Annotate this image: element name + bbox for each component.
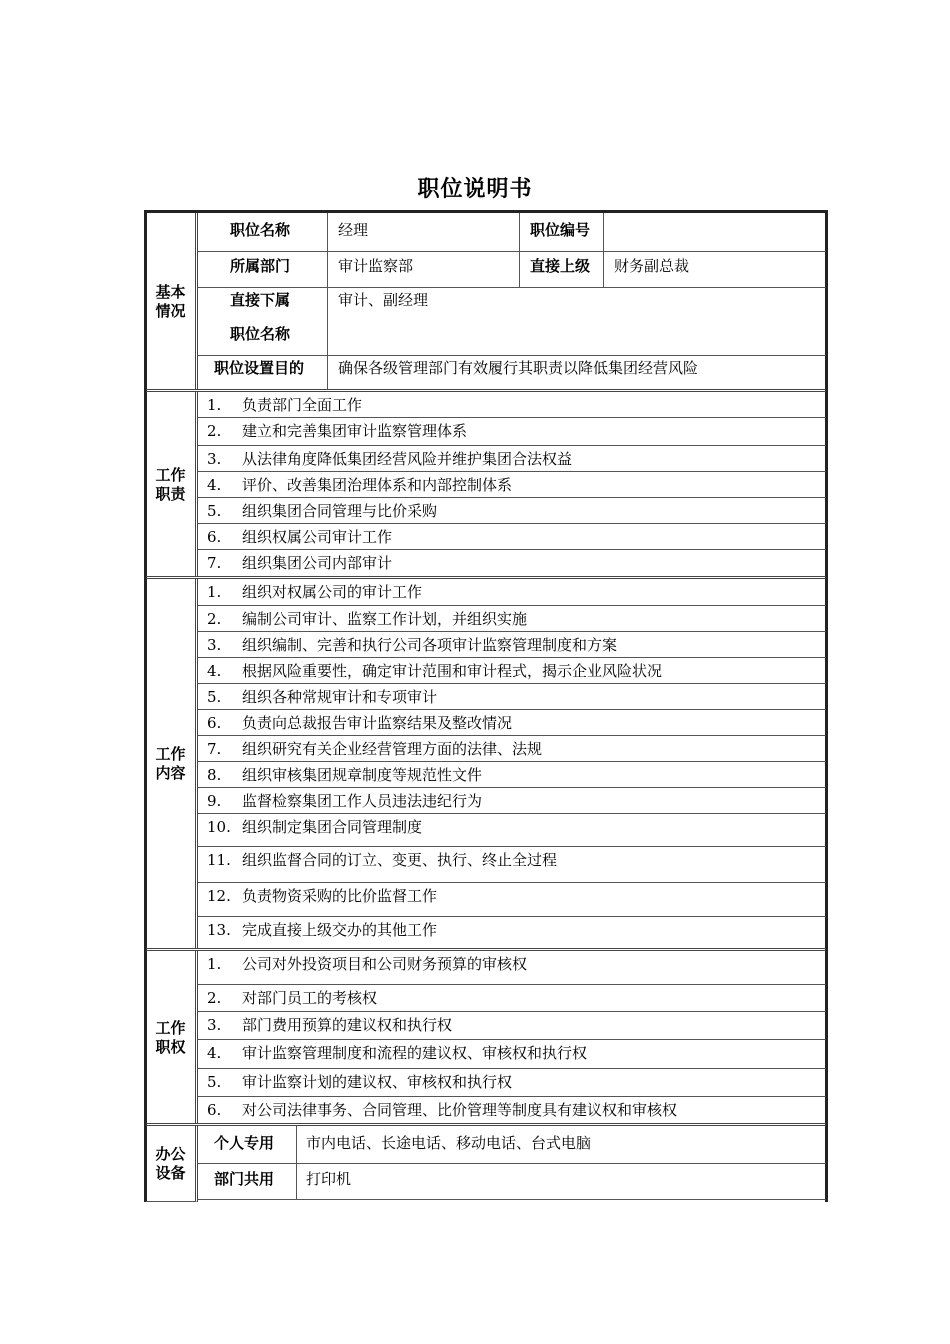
list-item-number: 2.	[207, 610, 222, 628]
section-label-contents	[146, 579, 198, 949]
list-item: 组织对权属公司的审计工作	[242, 583, 423, 601]
job-code-label: 职位编号	[530, 221, 591, 239]
personal-equipment-label: 个人专用	[214, 1134, 275, 1152]
section-label-line: 设备	[155, 1163, 186, 1182]
section-label-line: 职权	[155, 1037, 186, 1056]
col-divider	[603, 213, 604, 287]
subordinate-label: 职位名称	[230, 325, 291, 343]
row-divider	[198, 1039, 826, 1040]
row-divider	[198, 1199, 826, 1200]
list-item: 负责物资采购的比价监督工作	[242, 887, 438, 905]
row-divider	[198, 657, 826, 658]
row-divider	[198, 471, 826, 472]
section-label-line: 办公	[155, 1144, 186, 1163]
row-divider	[198, 709, 826, 710]
subordinate-value: 审计、副经理	[338, 291, 429, 309]
col-divider	[327, 213, 328, 390]
list-item: 根据风险重要性，确定审计范围和审计程式，揭示企业风险状况	[242, 662, 663, 680]
section-divider	[146, 576, 826, 579]
list-item: 组织研究有关企业经营管理方面的法律、法规	[242, 740, 543, 758]
job-name-label: 职位名称	[230, 221, 291, 239]
row-divider	[198, 1068, 826, 1069]
row-divider	[198, 683, 826, 684]
row-divider	[198, 251, 826, 252]
row-divider	[198, 445, 826, 446]
row-divider	[198, 549, 826, 550]
row-divider	[198, 735, 826, 736]
list-item-number: 1.	[207, 955, 222, 973]
section-label-line: 情况	[155, 301, 186, 320]
list-item-number: 11.	[207, 851, 231, 869]
row-divider	[198, 1096, 826, 1097]
list-item-number: 4.	[207, 1044, 222, 1062]
list-item: 监督检察集团工作人员违法违纪行为	[242, 792, 483, 810]
list-item: 组织各种常规审计和专项审计	[242, 688, 438, 706]
list-item-number: 4.	[207, 662, 222, 680]
list-item: 审计监察管理制度和流程的建议权、审核权和执行权	[242, 1044, 588, 1062]
list-item: 组织权属公司审计工作	[242, 528, 393, 546]
list-item-number: 5.	[207, 502, 222, 520]
list-item: 组织制定集团合同管理制度	[242, 818, 423, 836]
subordinate-label: 直接下属	[230, 291, 291, 309]
section-label-authority	[146, 951, 198, 1124]
dept-value: 审计监察部	[338, 257, 414, 275]
list-item-number: 2.	[207, 989, 222, 1007]
list-item-number: 10.	[207, 818, 231, 836]
row-divider	[198, 984, 826, 985]
list-item-number: 9.	[207, 792, 222, 810]
section-divider	[146, 1123, 826, 1126]
purpose-label: 职位设置目的	[214, 359, 305, 377]
list-item-number: 1.	[207, 396, 222, 414]
list-item: 负责部门全面工作	[242, 396, 363, 414]
shared-equipment-label: 部门共用	[214, 1170, 275, 1188]
list-item: 组织审核集团规章制度等规范性文件	[242, 766, 483, 784]
list-item-number: 6.	[207, 714, 222, 732]
list-item: 建立和完善集团审计监察管理体系	[242, 422, 468, 440]
list-item: 组织集团合同管理与比价采购	[242, 502, 438, 520]
section-label-line: 基本	[155, 282, 186, 301]
list-item-number: 6.	[207, 528, 222, 546]
list-item-number: 7.	[207, 740, 222, 758]
row-divider	[198, 1163, 826, 1164]
list-item-number: 3.	[207, 450, 222, 468]
list-item-number: 13.	[207, 921, 231, 939]
section-label-line: 工作	[155, 1018, 186, 1037]
superior-label: 直接上级	[530, 257, 591, 275]
list-item: 负责向总裁报告审计监察结果及整改情况	[242, 714, 513, 732]
row-divider	[198, 846, 826, 847]
purpose-value: 确保各级管理部门有效履行其职责以降低集团经营风险	[338, 359, 699, 377]
row-divider	[198, 605, 826, 606]
list-item: 组织监督合同的订立、变更、执行、终止全过程	[242, 851, 558, 869]
list-item-number: 3.	[207, 1016, 222, 1034]
list-item: 评价、改善集团治理体系和内部控制体系	[242, 476, 513, 494]
row-divider	[198, 882, 826, 883]
list-item-number: 12.	[207, 887, 231, 905]
dept-label: 所属部门	[230, 257, 291, 275]
list-item: 编制公司审计、监察工作计划，并组织实施	[242, 610, 528, 628]
section-label-equipment	[146, 1126, 198, 1202]
section-label-duties	[146, 392, 198, 577]
row-divider	[198, 631, 826, 632]
section-label-line: 工作	[155, 465, 186, 484]
list-item: 组织集团公司内部审计	[242, 554, 393, 572]
list-item-number: 3.	[207, 636, 222, 654]
section-label-line: 内容	[155, 764, 186, 782]
row-divider	[198, 787, 826, 788]
list-item-number: 5.	[207, 688, 222, 706]
row-divider	[198, 523, 826, 524]
col-divider	[519, 213, 520, 287]
section-label-line: 工作	[155, 745, 186, 763]
list-item: 对公司法律事务、合同管理、比价管理等制度具有建议权和审核权	[242, 1101, 678, 1119]
list-item: 从法律角度降低集团经营风险并维护集团合法权益	[242, 450, 573, 468]
list-item: 部门费用预算的建议权和执行权	[242, 1016, 453, 1034]
section-divider	[146, 389, 826, 392]
row-divider	[198, 761, 826, 762]
row-divider	[198, 497, 826, 498]
list-item-number: 1.	[207, 583, 222, 601]
col-divider	[296, 1126, 297, 1199]
shared-equipment-value: 打印机	[306, 1170, 352, 1188]
job-name-value: 经理	[338, 221, 369, 239]
list-item-number: 5.	[207, 1073, 222, 1091]
list-item-number: 7.	[207, 554, 222, 572]
personal-equipment-value: 市内电话、长途电话、移动电话、台式电脑	[306, 1134, 592, 1152]
row-divider	[198, 916, 826, 917]
list-item: 完成直接上级交办的其他工作	[242, 921, 438, 939]
list-item-number: 8.	[207, 766, 222, 784]
page-title: 职位说明书	[417, 177, 533, 202]
list-item-number: 6.	[207, 1101, 222, 1119]
list-item: 公司对外投资项目和公司财务预算的审核权	[242, 955, 528, 973]
list-item-number: 2.	[207, 422, 222, 440]
list-item-number: 4.	[207, 476, 222, 494]
row-divider	[198, 355, 826, 356]
list-item: 对部门员工的考核权	[242, 989, 378, 1007]
row-divider	[198, 287, 826, 288]
superior-value: 财务副总裁	[614, 257, 690, 275]
row-divider	[198, 417, 826, 418]
section-label-basic	[146, 213, 198, 390]
list-item: 组织编制、完善和执行公司各项审计监察管理制度和方案	[242, 636, 618, 654]
section-divider	[146, 948, 826, 951]
list-item: 审计监察计划的建议权、审核权和执行权	[242, 1073, 513, 1091]
row-divider	[198, 1011, 826, 1012]
row-divider	[198, 813, 826, 814]
section-label-line: 职责	[155, 484, 186, 503]
